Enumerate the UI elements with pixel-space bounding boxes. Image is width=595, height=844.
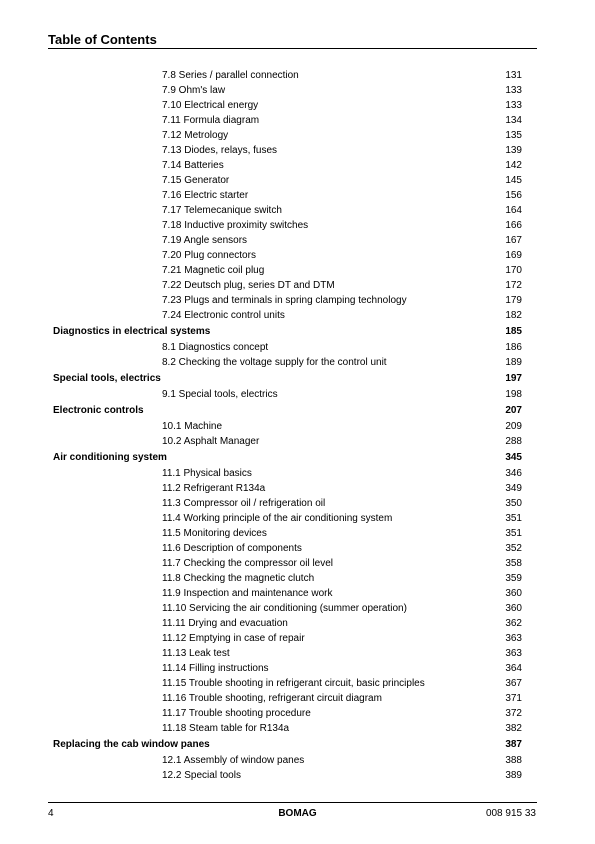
toc-page-number: 387 (505, 739, 522, 750)
toc-page-number: 164 (505, 205, 522, 216)
footer-divider (48, 802, 537, 803)
toc-entry-row[interactable] (0, 189, 595, 203)
toc-entry-row[interactable] (0, 264, 595, 278)
toc-chapter-title: Electronic controls (53, 405, 144, 416)
toc-page-number: 388 (505, 755, 522, 766)
toc-page-number: 131 (505, 70, 522, 81)
toc-entry-row[interactable] (0, 279, 595, 293)
toc-page-number: 189 (505, 357, 522, 368)
toc-entry-title: 9.1 Special tools, electrics (162, 389, 278, 400)
toc-entry-row[interactable] (0, 388, 595, 402)
toc-page-number: 145 (505, 175, 522, 186)
toc-entry-row[interactable] (0, 144, 595, 158)
toc-entry-title: 11.5 Monitoring devices (162, 528, 267, 539)
toc-entry-title: 7.21 Magnetic coil plug (162, 265, 265, 276)
toc-entry-row[interactable] (0, 707, 595, 721)
toc-page-number: 167 (505, 235, 522, 246)
toc-page-number: 172 (505, 280, 522, 291)
toc-chapter-row[interactable] (0, 738, 595, 752)
toc-page-number: 207 (505, 405, 522, 416)
toc-page-number: 372 (505, 708, 522, 719)
toc-entry-row[interactable] (0, 647, 595, 661)
toc-entry-row[interactable] (0, 129, 595, 143)
toc-page-number: 367 (505, 678, 522, 689)
toc-entry-row[interactable] (0, 482, 595, 496)
toc-page-number: 133 (505, 85, 522, 96)
toc-entry-row[interactable] (0, 219, 595, 233)
footer-page-number: 4 (48, 808, 54, 819)
toc-entry-title: 11.11 Drying and evacuation (162, 618, 288, 629)
toc-entry-row[interactable] (0, 159, 595, 173)
toc-page-number: 186 (505, 342, 522, 353)
toc-entry-title: 11.4 Working principle of the air conditioning system (162, 513, 393, 524)
toc-entry-title: 11.3 Compressor oil / refrigeration oil (162, 498, 326, 509)
toc-entry-title: 11.13 Leak test (162, 648, 230, 659)
toc-entry-title: 11.2 Refrigerant R134a (162, 483, 266, 494)
toc-page-number: 362 (505, 618, 522, 629)
toc-entry-row[interactable] (0, 420, 595, 434)
toc-entry-row[interactable] (0, 542, 595, 556)
toc-page-number: 142 (505, 160, 522, 171)
toc-entry-title: 11.14 Filling instructions (162, 663, 269, 674)
toc-entry-title: 7.13 Diodes, relays, fuses (162, 145, 278, 156)
toc-page-number: 389 (505, 770, 522, 781)
toc-entry-title: 11.7 Checking the compressor oil level (162, 558, 334, 569)
toc-entry-title: 7.11 Formula diagram (162, 115, 260, 126)
toc-entry-row[interactable] (0, 341, 595, 355)
toc-chapter-title: Replacing the cab window panes (53, 739, 210, 750)
toc-entry-row[interactable] (0, 617, 595, 631)
toc-entry-row[interactable] (0, 84, 595, 98)
toc-entry-title: 7.20 Plug connectors (162, 250, 256, 261)
toc-entry-row[interactable] (0, 356, 595, 370)
toc-entry-row[interactable] (0, 174, 595, 188)
footer-brand: BOMAG (278, 808, 317, 819)
toc-page-number: 360 (505, 603, 522, 614)
toc-entry-row[interactable] (0, 557, 595, 571)
toc-entry-title: 7.10 Electrical energy (162, 100, 259, 111)
toc-entry-title: 7.16 Electric starter (162, 190, 249, 201)
toc-entry-row[interactable] (0, 587, 595, 601)
toc-entry-title: 11.12 Emptying in case of repair (162, 633, 305, 644)
toc-entry-title: 8.1 Diagnostics concept (162, 342, 269, 353)
toc-chapter-row[interactable] (0, 404, 595, 418)
toc-page-number: 179 (505, 295, 522, 306)
toc-chapter-title: Diagnostics in electrical systems (53, 326, 211, 337)
toc-entry-title: 8.2 Checking the voltage supply for the control unit (162, 357, 387, 368)
toc-entry-title: 7.24 Electronic control units (162, 310, 285, 321)
toc-entry-row[interactable] (0, 692, 595, 706)
toc-entry-row[interactable] (0, 632, 595, 646)
toc-entry-title: 7.15 Generator (162, 175, 230, 186)
toc-entry-row[interactable] (0, 769, 595, 783)
page-title: Table of Contents (48, 32, 157, 47)
toc-entry-row[interactable] (0, 294, 595, 308)
toc-entry-row[interactable] (0, 114, 595, 128)
toc-page-number: 134 (505, 115, 522, 126)
toc-chapter-title: Air conditioning system (53, 452, 167, 463)
toc-entry-row[interactable] (0, 309, 595, 323)
toc-entry-title: 7.18 Inductive proximity switches (162, 220, 309, 231)
toc-entry-title: 7.8 Series / parallel connection (162, 70, 299, 81)
toc-page-number: 349 (505, 483, 522, 494)
toc-page-number: 197 (505, 373, 522, 384)
toc-page-number: 358 (505, 558, 522, 569)
toc-entry-title: 7.19 Angle sensors (162, 235, 248, 246)
toc-page-number: 363 (505, 648, 522, 659)
toc-page-number: 360 (505, 588, 522, 599)
toc-entry-row[interactable] (0, 497, 595, 511)
toc-chapter-title: Special tools, electrics (53, 373, 161, 384)
toc-entry-row[interactable] (0, 249, 595, 263)
toc-entry-title: 7.17 Telemecanique switch (162, 205, 282, 216)
toc-entry-title: 12.2 Special tools (162, 770, 241, 781)
toc-entry-row[interactable] (0, 99, 595, 113)
toc-page-number: 198 (505, 389, 522, 400)
toc-entry-row[interactable] (0, 602, 595, 616)
toc-page-number: 364 (505, 663, 522, 674)
toc-page-number: 346 (505, 468, 522, 479)
toc-page-number: 133 (505, 100, 522, 111)
toc-entry-row[interactable] (0, 677, 595, 691)
toc-entry-title: 11.15 Trouble shooting in refrigerant circuit, basic principles (162, 678, 425, 689)
toc-page-number: 351 (505, 528, 522, 539)
toc-entry-title: 11.16 Trouble shooting, refrigerant circuit diagram (162, 693, 382, 704)
toc-page-number: 371 (505, 693, 522, 704)
toc-page-number: 352 (505, 543, 522, 554)
header-divider (48, 48, 537, 49)
toc-entry-row[interactable] (0, 662, 595, 676)
toc-chapter-row[interactable] (0, 372, 595, 386)
toc-page-number: 350 (505, 498, 522, 509)
toc-page-number: 209 (505, 421, 522, 432)
toc-page-number: 169 (505, 250, 522, 261)
toc-entry-title: 11.1 Physical basics (162, 468, 252, 479)
toc-page-number: 363 (505, 633, 522, 644)
toc-page-number: 345 (505, 452, 522, 463)
toc-page-number: 135 (505, 130, 522, 141)
toc-entry-row[interactable] (0, 527, 595, 541)
toc-entry-title: 7.14 Batteries (162, 160, 224, 171)
toc-entry-row[interactable] (0, 435, 595, 449)
toc-entry-title: 11.8 Checking the magnetic clutch (162, 573, 315, 584)
toc-entry-row[interactable] (0, 467, 595, 481)
toc-entry-title: 11.10 Servicing the air conditioning (summer operation) (162, 603, 407, 614)
toc-page-number: 351 (505, 513, 522, 524)
toc-chapter-row[interactable] (0, 325, 595, 339)
toc-page-number: 185 (505, 326, 522, 337)
toc-page-number: 288 (505, 436, 522, 447)
toc-page-number: 182 (505, 310, 522, 321)
toc-page-number: 382 (505, 723, 522, 734)
toc-entry-row[interactable] (0, 69, 595, 83)
toc-page-number: 156 (505, 190, 522, 201)
toc-page-number: 359 (505, 573, 522, 584)
toc-entry-title: 11.9 Inspection and maintenance work (162, 588, 333, 599)
toc-entry-row[interactable] (0, 572, 595, 586)
toc-entry-row[interactable] (0, 512, 595, 526)
toc-chapter-row[interactable] (0, 451, 595, 465)
toc-entry-title: 7.12 Metrology (162, 130, 229, 141)
toc-entry-title: 11.6 Description of components (162, 543, 302, 554)
toc-entry-title: 10.2 Asphalt Manager (162, 436, 260, 447)
toc-page-number: 170 (505, 265, 522, 276)
toc-entry-title: 11.17 Trouble shooting procedure (162, 708, 311, 719)
toc-entry-title: 11.18 Steam table for R134a (162, 723, 290, 734)
toc-entry-title: 7.9 Ohm's law (162, 85, 226, 96)
toc-entry-title: 10.1 Machine (162, 421, 223, 432)
toc-entry-title: 7.22 Deutsch plug, series DT and DTM (162, 280, 335, 291)
toc-entry-row[interactable] (0, 722, 595, 736)
footer-doc-number: 008 915 33 (485, 808, 536, 819)
toc-page-number: 166 (505, 220, 522, 231)
toc-page-number: 139 (505, 145, 522, 156)
toc-entry-title: 7.23 Plugs and terminals in spring clamping technology (162, 295, 407, 306)
toc-entry-row[interactable] (0, 234, 595, 248)
toc-entry-title: 12.1 Assembly of window panes (162, 755, 305, 766)
toc-entry-row[interactable] (0, 204, 595, 218)
toc-entry-row[interactable] (0, 754, 595, 768)
